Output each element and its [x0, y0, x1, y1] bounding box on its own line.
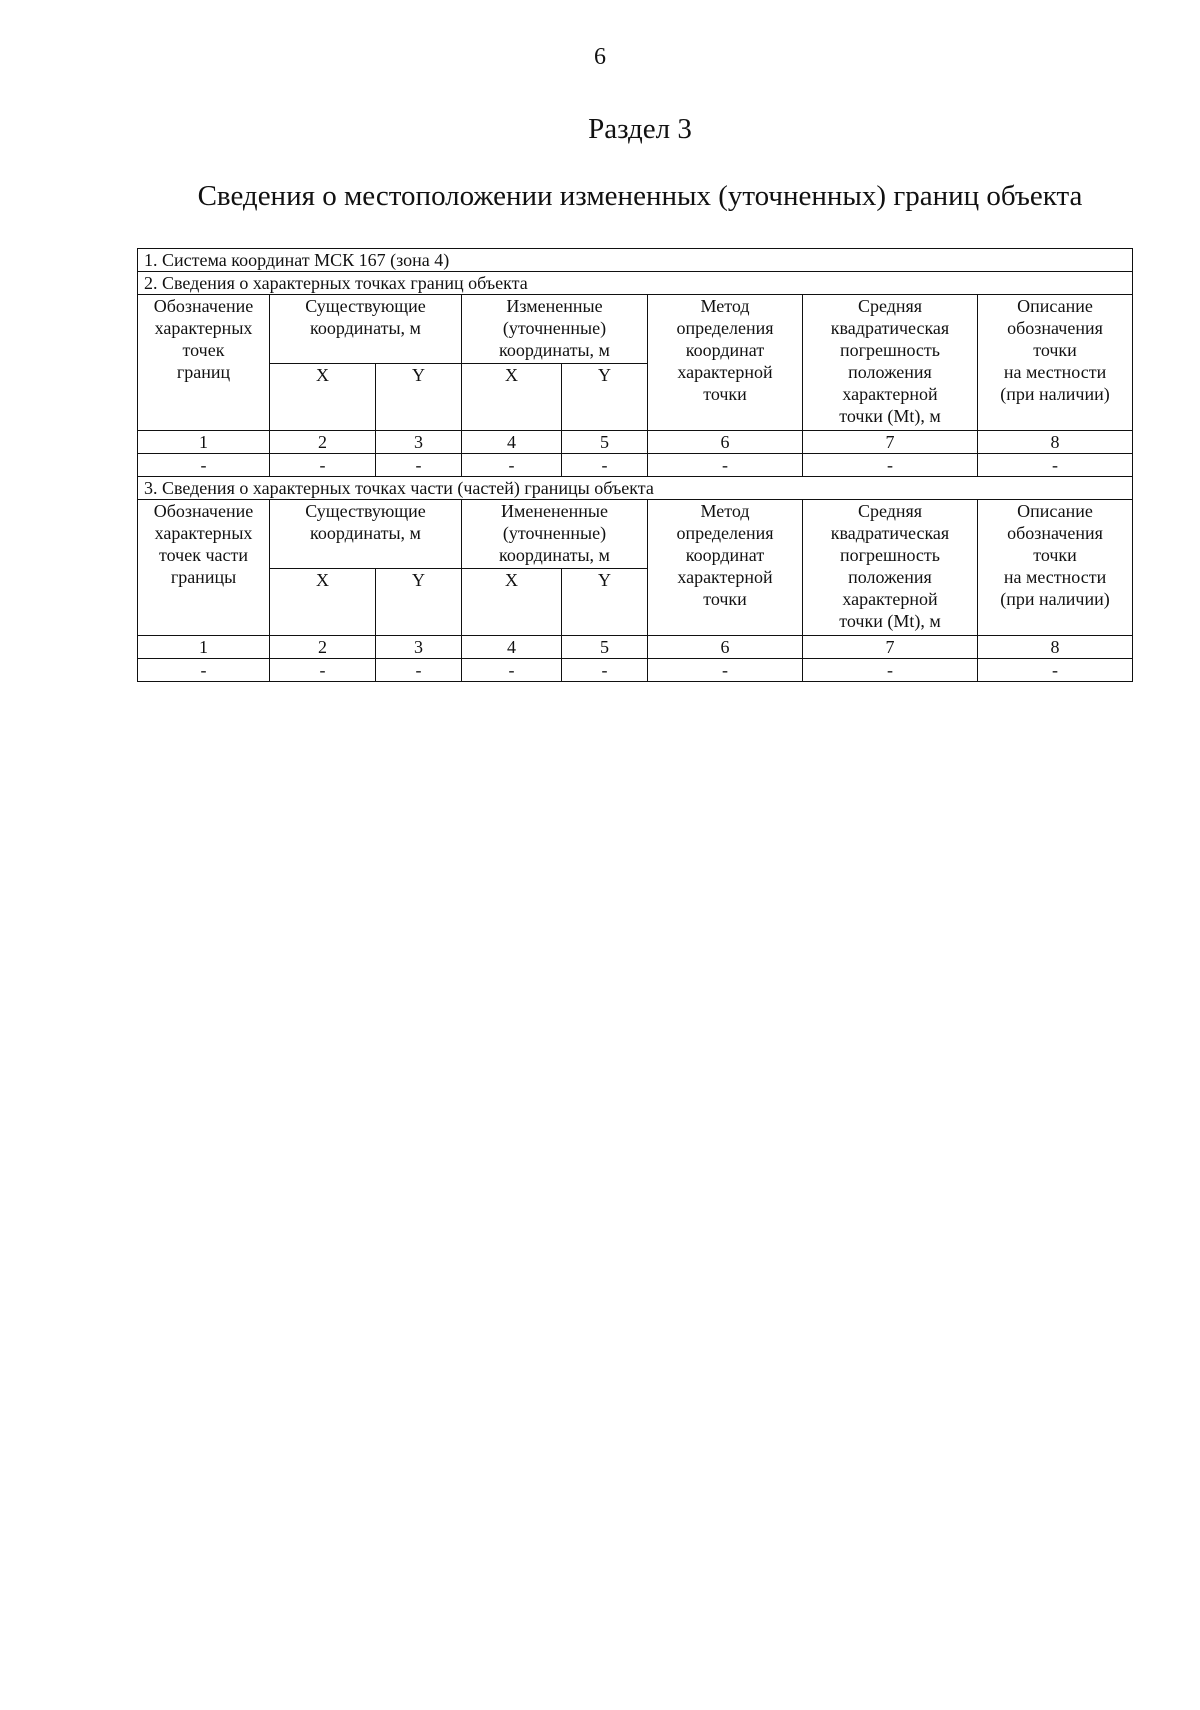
column-number: 4 [462, 636, 562, 659]
header-y: Y [562, 569, 648, 636]
table-cell: - [376, 659, 462, 682]
table-cell: - [803, 659, 978, 682]
header-mean-error: Средняя квадратическая погрешность положения характерной точки (Mt), м [803, 500, 978, 636]
column-number: 5 [562, 636, 648, 659]
header-method: Метод определения координат характерной точки [648, 295, 803, 431]
document-heading: Сведения о местоположении измененных (уточненных) границ объекта [197, 180, 1083, 212]
column-number: 7 [803, 636, 978, 659]
column-number: 1 [138, 431, 270, 454]
header-x: X [462, 364, 562, 431]
table-cell: - [562, 454, 648, 477]
table-row [138, 454, 1133, 477]
header-point-name: Обозначение характерных точек части границы [138, 500, 270, 636]
column-number: 4 [462, 431, 562, 454]
column-number: 3 [376, 431, 462, 454]
column-number: 6 [648, 431, 803, 454]
table-cell: - [648, 454, 803, 477]
header-y: Y [562, 364, 648, 431]
header-description: Описание обозначения точки на местности (при наличии) [978, 295, 1133, 431]
block-title: 2. Сведения о характерных точках границ объекта [138, 272, 1133, 295]
header-method: Метод определения координат характерной точки [648, 500, 803, 636]
header-x: X [462, 569, 562, 636]
header-mean-error: Средняя квадратическая погрешность положения характерной точки (Mt), м [803, 295, 978, 431]
column-number: 8 [978, 431, 1133, 454]
table-cell: - [462, 454, 562, 477]
table-cell: - [562, 659, 648, 682]
coordinate-system-row: 1. Система координат МСК 167 (зона 4) [138, 249, 1133, 272]
column-number: 5 [562, 431, 648, 454]
table-cell: - [270, 454, 376, 477]
column-number: 2 [270, 431, 376, 454]
table-cell: - [376, 454, 462, 477]
table-cell: - [462, 659, 562, 682]
header-changed-coords: Именененные (уточненные) координаты, м [462, 500, 648, 569]
table-cell: - [138, 659, 270, 682]
header-x: X [270, 569, 376, 636]
header-x: X [270, 364, 376, 431]
table-cell: - [648, 659, 803, 682]
page-number: 6 [594, 44, 606, 70]
column-number: 3 [376, 636, 462, 659]
section-title: Раздел 3 [588, 113, 692, 145]
table-cell: - [978, 454, 1133, 477]
column-number: 1 [138, 636, 270, 659]
header-changed-coords: Измененные (уточненные) координаты, м [462, 295, 648, 364]
column-number: 7 [803, 431, 978, 454]
table-row [138, 659, 1133, 682]
block-title: 3. Сведения о характерных точках части (частей) границы объекта [138, 477, 1133, 500]
column-number: 6 [648, 636, 803, 659]
column-number-row [138, 636, 1133, 659]
table-cell: - [978, 659, 1133, 682]
header-y: Y [376, 364, 462, 431]
column-number: 8 [978, 636, 1133, 659]
column-number-row [138, 431, 1133, 454]
header-existing-coords: Существующие координаты, м [270, 500, 462, 569]
table-cell: - [138, 454, 270, 477]
header-y: Y [376, 569, 462, 636]
column-number: 2 [270, 636, 376, 659]
header-existing-coords: Существующие координаты, м [270, 295, 462, 364]
coordinates-table [137, 248, 1133, 682]
table-cell: - [803, 454, 978, 477]
header-description: Описание обозначения точки на местности (при наличии) [978, 500, 1133, 636]
table-cell: - [270, 659, 376, 682]
header-point-name: Обозначение характерных точек границ [138, 295, 270, 431]
